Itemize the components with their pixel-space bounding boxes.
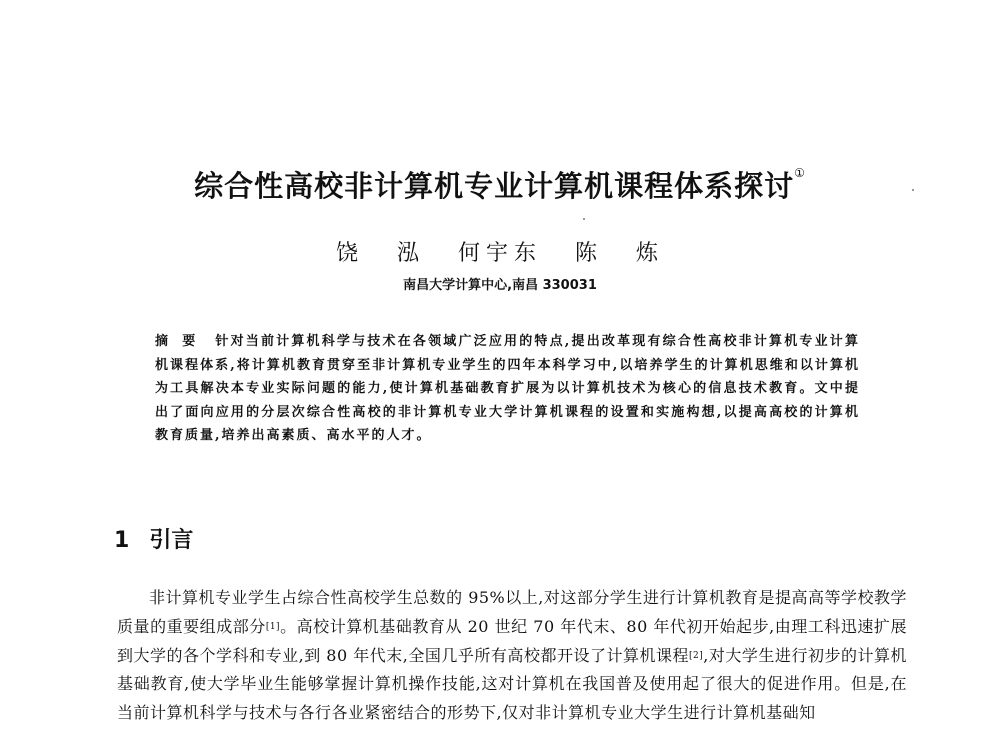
body-paragraph [117,584,907,728]
paper-affiliation: 南昌大学计算中心,南昌 330031 [403,278,597,293]
abstract-label: 摘要 [155,334,210,349]
title-footnote-mark: ① [794,166,806,180]
section-title: 引言 [149,528,194,553]
body-text-part2: 。高校计算机基础教育从 20 世纪 70 年代末、80 年代初开始起步,由理工科迅速扩展到大学的各个学科和专业,到 80 年代末,全国几乎所有高校都开设了计算机课程 [117,616,907,665]
abstract [155,330,860,448]
paper-authors: 饶 泓 何宇东 陈 炼 [336,241,664,266]
body-text-part1: 非计算机专业学生占综合性高校学生总数的 95%以上,对这部分学生进行计算机教育是提高高等学校教学质量的重要组成部分 [117,588,907,636]
section-number: 1 [114,528,130,553]
reference-marker-2: [2] [689,650,704,661]
body-text-part3: ,对大学生进行初步的计算机基础教育,使大学毕业生能够掌握计算机操作技能,这对计算机在我国普及使用起了很大的促进作用。但是,在当前计算机科学与技术与各行各业紧密结合的形势下,仅对非计算机专业大学生进行计算机基础知 [117,645,907,723]
scan-speck [583,218,585,220]
reference-marker-1: [1] [265,621,281,632]
paper-title-text: 综合性高校非计算机专业计算机课程体系探讨 [194,169,795,203]
scan-speck [912,189,914,191]
abstract-text: 针对当前计算机科学与技术在各领域广泛应用的特点,提出改革现有综合性高校非计算机专业计算机课程体系,将计算机教育贯穿至非计算机专业学生的四年本科学习中,以培养学生的计算机思维和以计算机为工具解决本专业实际问题的能力,使计算机基础教育扩展为以计算机技术为核心的信息技术教育。文中提出了面向应用的分层次综合性高校的非计算机专业大学计算机课程的设置和实施构想,以提高高校的计算机教育质量,培养出高素质、高水平的人才。 [155,334,860,443]
paper-title [0,164,1000,205]
section-heading [114,523,193,554]
